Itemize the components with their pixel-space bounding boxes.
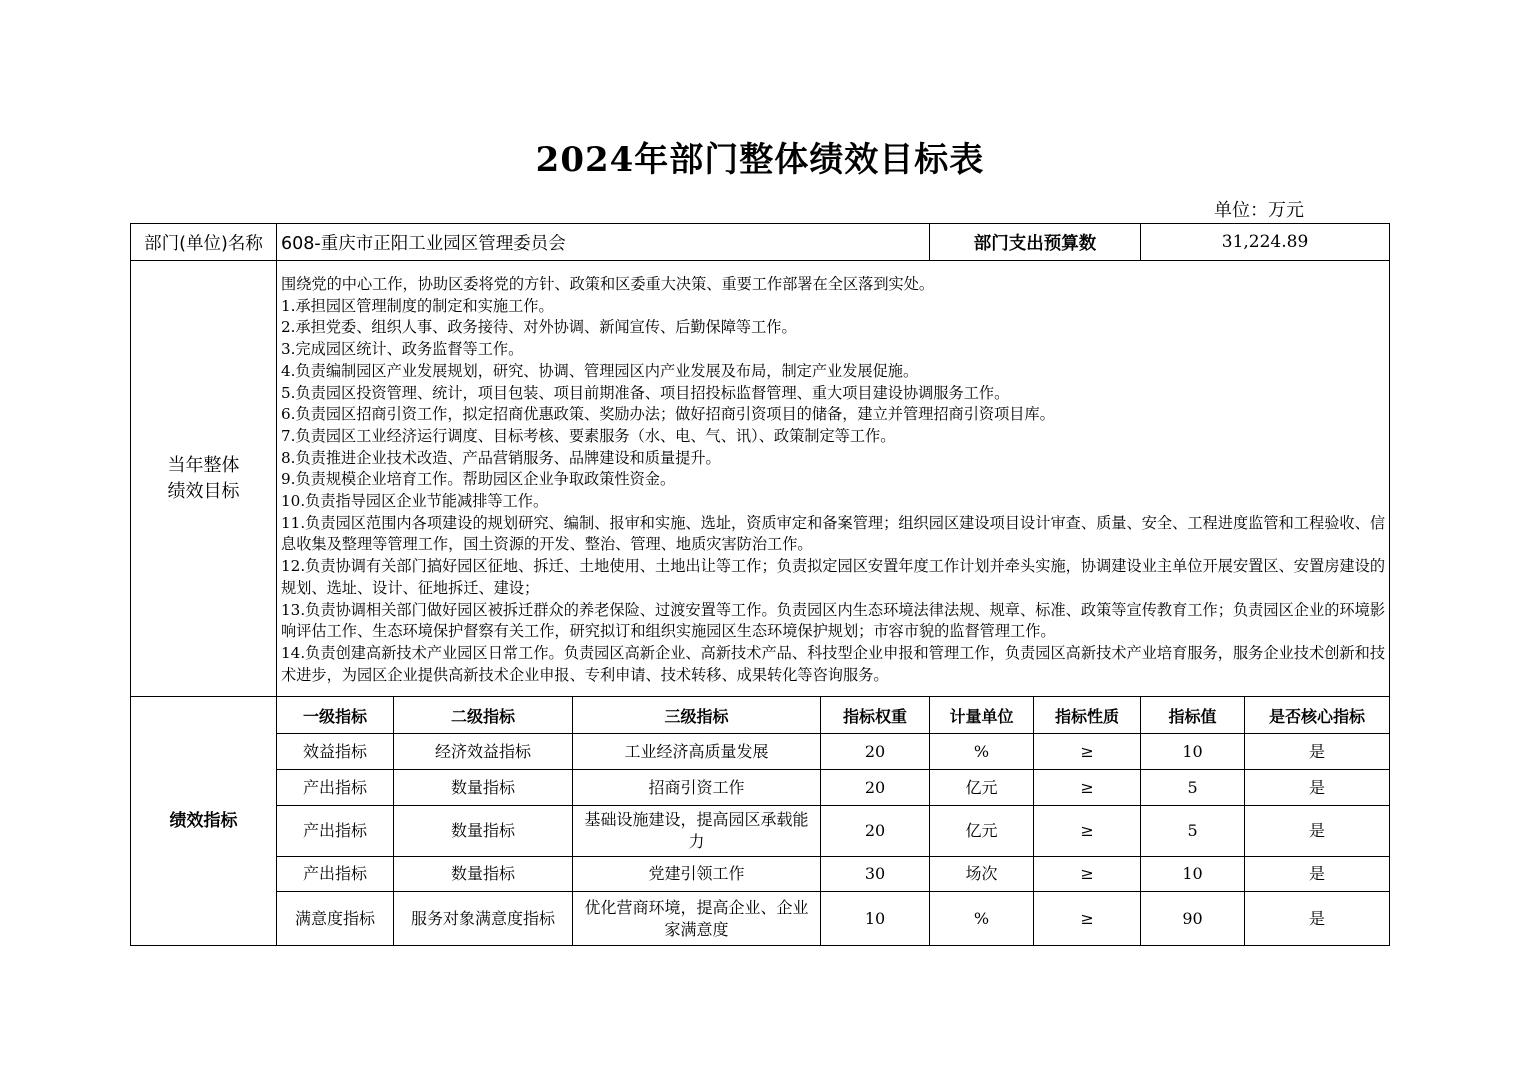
core-cell: 是: [1245, 806, 1390, 857]
goal-line: 6.负责园区招商引资工作，拟定招商优惠政策、奖励办法；做好招商引资项目的储备，建立并管理招商引资项目库。: [281, 405, 1055, 424]
level3-cell: 招商引资工作: [573, 770, 821, 806]
core-cell: 是: [1245, 857, 1390, 892]
level1-cell: 产出指标: [277, 806, 394, 857]
col-header: 三级指标: [573, 697, 821, 734]
nature-cell: ≥: [1034, 770, 1141, 806]
unit-cell: 亿元: [930, 770, 1034, 806]
goal-line: 围绕党的中心工作，协助区委将党的方针、政策和区委重大决策、重要工作部署在全区落到实处。: [281, 275, 935, 293]
goal-line: 7.负责园区工业经济运行调度、目标考核、要素服务（水、电、气、讯）、政策制定等工作。: [281, 426, 896, 445]
budget-label: 部门支出预算数: [930, 224, 1141, 261]
goals-row: [131, 261, 1390, 697]
col-header: 指标值: [1141, 697, 1245, 734]
table-row: [131, 734, 1390, 770]
goal-line: 13.负责协调相关部门做好园区被拆迁群众的养老保险、过渡安置等工作。负责园区内生态环境法律法规、规章、标准、政策等宣传教育工作；负责园区企业的环境影响评估工作、生态环境保护督察有关工作，研究拟订和组织实施园区生态环境保护规划；市容市貌的监督管理工作。: [281, 600, 1386, 641]
level2-cell: 数量指标: [394, 770, 573, 806]
value-cell: 10: [1141, 857, 1245, 892]
nature-cell: ≥: [1034, 892, 1141, 946]
value-cell: 90: [1141, 892, 1245, 946]
goal-line: 1.承担园区管理制度的制定和实施工作。: [281, 296, 554, 315]
level2-cell: 服务对象满意度指标: [394, 892, 573, 946]
level3-cell: 优化营商环境，提高企业、企业家满意度: [573, 892, 821, 946]
weight-cell: 20: [821, 734, 930, 770]
dept-name-label: 部门(单位)名称: [131, 224, 277, 261]
level3-cell: 党建引领工作: [573, 857, 821, 892]
value-cell: 5: [1141, 770, 1245, 806]
goal-line: 12.负责协调有关部门搞好园区征地、拆迁、土地使用、土地出让等工作；负责拟定园区安置年度工作计划并牵头实施，协调建设业主单位开展安置区、安置房建设的规划、选址、设计、征地拆迁、建设；: [281, 557, 1386, 597]
goal-line: 14.负责创建高新技术产业园区日常工作。负责园区高新企业、高新技术产品、科技型企业申报和管理工作，负责园区高新技术产业培育服务，服务企业技术创新和技术进步，为园区企业提供高新技术企业申报、专利申请、技术转移、成果转化等咨询服务。: [281, 643, 1386, 684]
level1-cell: 效益指标: [277, 734, 394, 770]
weight-cell: 10: [821, 892, 930, 946]
goals-label-line1: 当年整体: [167, 454, 240, 476]
table-row: [131, 770, 1390, 806]
table-row: [131, 892, 1390, 946]
unit-cell: 场次: [930, 857, 1034, 892]
goal-line: 8.负责推进企业技术改造、产品营销服务、品牌建设和质量提升。: [281, 448, 721, 467]
col-header: 计量单位: [930, 697, 1034, 734]
col-header: 是否核心指标: [1245, 697, 1390, 734]
table-row: [131, 857, 1390, 892]
unit-cell: %: [930, 892, 1034, 946]
level2-cell: 经济效益指标: [394, 734, 573, 770]
core-cell: 是: [1245, 892, 1390, 946]
unit-label: 单位：万元: [1214, 200, 1304, 221]
goals-label-line2: 绩效目标: [167, 480, 240, 502]
goal-line: 9.负责规模企业培育工作。帮助园区企业争取政策性资金。: [281, 470, 676, 489]
table-row: [131, 806, 1390, 857]
core-cell: 是: [1245, 734, 1390, 770]
goal-line: 2.承担党委、组织人事、政务接待、对外协调、新闻宣传、后勤保障等工作。: [281, 318, 797, 337]
level3-cell: 工业经济高质量发展: [573, 734, 821, 770]
value-cell: 5: [1141, 806, 1245, 857]
goal-line: 5.负责园区投资管理、统计，项目包装、项目前期准备、项目招投标监督管理、重大项目建设协调服务工作。: [281, 383, 1010, 402]
goals-text: [277, 261, 1390, 697]
nature-cell: ≥: [1034, 806, 1141, 857]
unit-cell: 亿元: [930, 806, 1034, 857]
indicator-header-row: [131, 697, 1390, 734]
col-header: 指标权重: [821, 697, 930, 734]
col-header: 一级指标: [277, 697, 394, 734]
goal-line: 4.负责编制园区产业发展规划，研究、协调、管理园区内产业发展及布局，制定产业发展促施。: [281, 361, 919, 380]
page-title: 2024年部门整体绩效目标表: [535, 140, 985, 180]
weight-cell: 20: [821, 770, 930, 806]
level2-cell: 数量指标: [394, 806, 573, 857]
col-header: 指标性质: [1034, 697, 1141, 734]
indicators-label: 绩效指标: [131, 697, 277, 946]
dept-name-value: 608-重庆市正阳工业园区管理委员会: [277, 224, 930, 261]
dept-row: [131, 224, 1390, 261]
level3-cell: 基础设施建设，提高园区承载能力: [573, 806, 821, 857]
weight-cell: 20: [821, 806, 930, 857]
nature-cell: ≥: [1034, 857, 1141, 892]
level1-cell: 产出指标: [277, 857, 394, 892]
goal-line: 3.完成园区统计、政务监督等工作。: [281, 340, 524, 359]
performance-table: [130, 223, 1390, 946]
level1-cell: 满意度指标: [277, 892, 394, 946]
budget-value: 31,224.89: [1141, 224, 1390, 261]
level2-cell: 数量指标: [394, 857, 573, 892]
unit-cell: %: [930, 734, 1034, 770]
weight-cell: 30: [821, 857, 930, 892]
core-cell: 是: [1245, 770, 1390, 806]
col-header: 二级指标: [394, 697, 573, 734]
goal-line: 10.负责指导园区企业节能减排等工作。: [281, 492, 549, 511]
goals-label: [131, 261, 277, 697]
value-cell: 10: [1141, 734, 1245, 770]
goal-line: 11.负责园区范围内各项建设的规划研究、编制、报审和实施、选址，资质审定和备案管理；组织园区建设项目设计审查、质量、安全、工程进度监管和工程验收、信息收集及整理等管理工作，国土资源的开发、整治、管理、地质灾害防治工作。: [281, 513, 1386, 554]
level1-cell: 产出指标: [277, 770, 394, 806]
nature-cell: ≥: [1034, 734, 1141, 770]
